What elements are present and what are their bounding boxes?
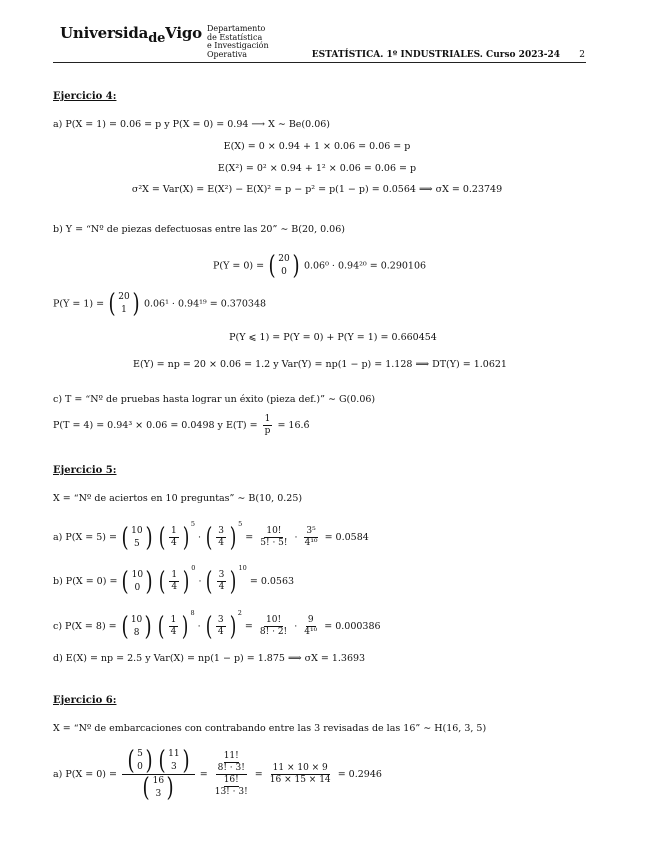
binomial-coefficient: ( 20 1 ) xyxy=(108,289,140,319)
ex4-a-second-moment: E(X²) = 0² × 0.94 + 1² × 0.06 = 0.06 = p xyxy=(217,163,417,174)
page-number: 2 xyxy=(579,50,585,60)
ex4-a-expectation: E(X) = 0 × 0.94 + 1 × 0.06 = 0.06 = p xyxy=(223,141,411,152)
ex4-b-moments: E(Y) = np = 20 × 0.06 = 1.2 y Var(Y) = np(1 − p) = 1.128 ⟹ DT(Y) = 1.0621 xyxy=(133,359,507,370)
ex4-a-variance: σ²X = Var(X) = E(X²) − E(X)² = p − p² = p(1 − p) = 0.0564 ⟹ σX = 0.23749 xyxy=(131,184,503,195)
ex4-b-p0-equation: P(Y = 0) = ( 20 0 ) 0.06⁰ · 0.94²⁰ = 0.290106 xyxy=(213,251,427,281)
exercise-4-heading: Ejercicio 4: xyxy=(53,91,117,102)
ex5-d-moments: d) E(X) = np = 2.5 y Var(X) = np(1 − p) = 1.875 ⟹ σX = 1.3693 xyxy=(53,653,366,664)
ex4-c-statement: c) T = “Nº de pruebas hasta lograr un éxito (pieza def.)” ∼ G(0.06) xyxy=(53,394,376,405)
university-logo: UniversidadeVigo xyxy=(60,24,202,46)
ex5-definition: X = “Nº de aciertos en 10 preguntas” ∼ B(10, 0.25) xyxy=(53,493,303,504)
header-rule xyxy=(53,62,586,63)
ex6-definition: X = “Nº de embarcaciones con contrabando entre las 3 revisadas de las 16” ∼ H(16, 3, 5) xyxy=(53,723,487,734)
course-title: ESTATÍSTICA. 1º INDUSTRIALES. Curso 2023-24 xyxy=(311,50,560,60)
ex4-b-p1-equation: P(Y = 1) = ( 20 1 ) 0.06¹ · 0.94¹⁹ = 0.370348 xyxy=(53,289,267,319)
ex5-c-equation: c) P(X = 8) = ( 10 8 ) ( $\frac{1}{4}$ ) $^8$ · ( $\frac{3}{4}$ ) $^2$ = $\frac{10!}{8! \cdot 2!}$ · $\frac{9}{\text{4¹⁰}}$ = 0.000386 xyxy=(53,609,381,642)
exercise-6-heading: Ejercicio 6: xyxy=(53,695,117,706)
exercise-5-heading: Ejercicio 5: xyxy=(53,465,117,476)
ex4-c-results: P(T = 4) = 0.94³ × 0.06 = 0.0498 y E(T) = $\frac{1}{p}$ = 16.6̂ xyxy=(53,414,310,436)
binomial-coefficient: ( 20 0 ) xyxy=(268,251,300,281)
department-name: Departamento de Estatística e Investigación Operativa xyxy=(207,24,269,59)
ex6-a-equation: a) P(X = 0) = ( 5 0 ) ( 11 3 ) ( 16 3 ) = 11! 8! · 3! 16! 13! · 3! = $\frac{11 \times 10 \times 9}{16 \times 15 \times 14}$ = 0.2946 xyxy=(53,746,382,803)
ex4-b-statement: b) Y = “Nº de piezas defectuosas entre las 20” ∼ B(20, 0.06) xyxy=(53,224,345,235)
fraction: $\frac{1}{p}$ xyxy=(264,414,271,436)
ex5-a-equation: a) P(X = 5) = ( 10 5 ) ( $\frac{1}{4}$ ) $^5$ · ( $\frac{3}{4}$ ) $^5$ = $\frac{10!}{5! \cdot 5!}$ · $\frac{\text{3⁵}}{\text{4¹⁰}}$ = 0.0584 xyxy=(53,520,369,553)
ex4-a-statement: a) P(X = 1) = 0.06 = p y P(X = 0) = 0.94 ⟶ X ∼ Be(0.06) xyxy=(53,119,330,130)
ex5-b-equation: b) P(X = 0) = ( 10 0 ) ( $\frac{1}{4}$ ) $^0$ · ( $\frac{3}{4}$ ) $^{10}$ = 0.0563 xyxy=(53,564,295,597)
ex4-b-cumulative: P(Y ⩽ 1) = P(Y = 0) + P(Y = 1) = 0.660454 xyxy=(229,332,437,343)
